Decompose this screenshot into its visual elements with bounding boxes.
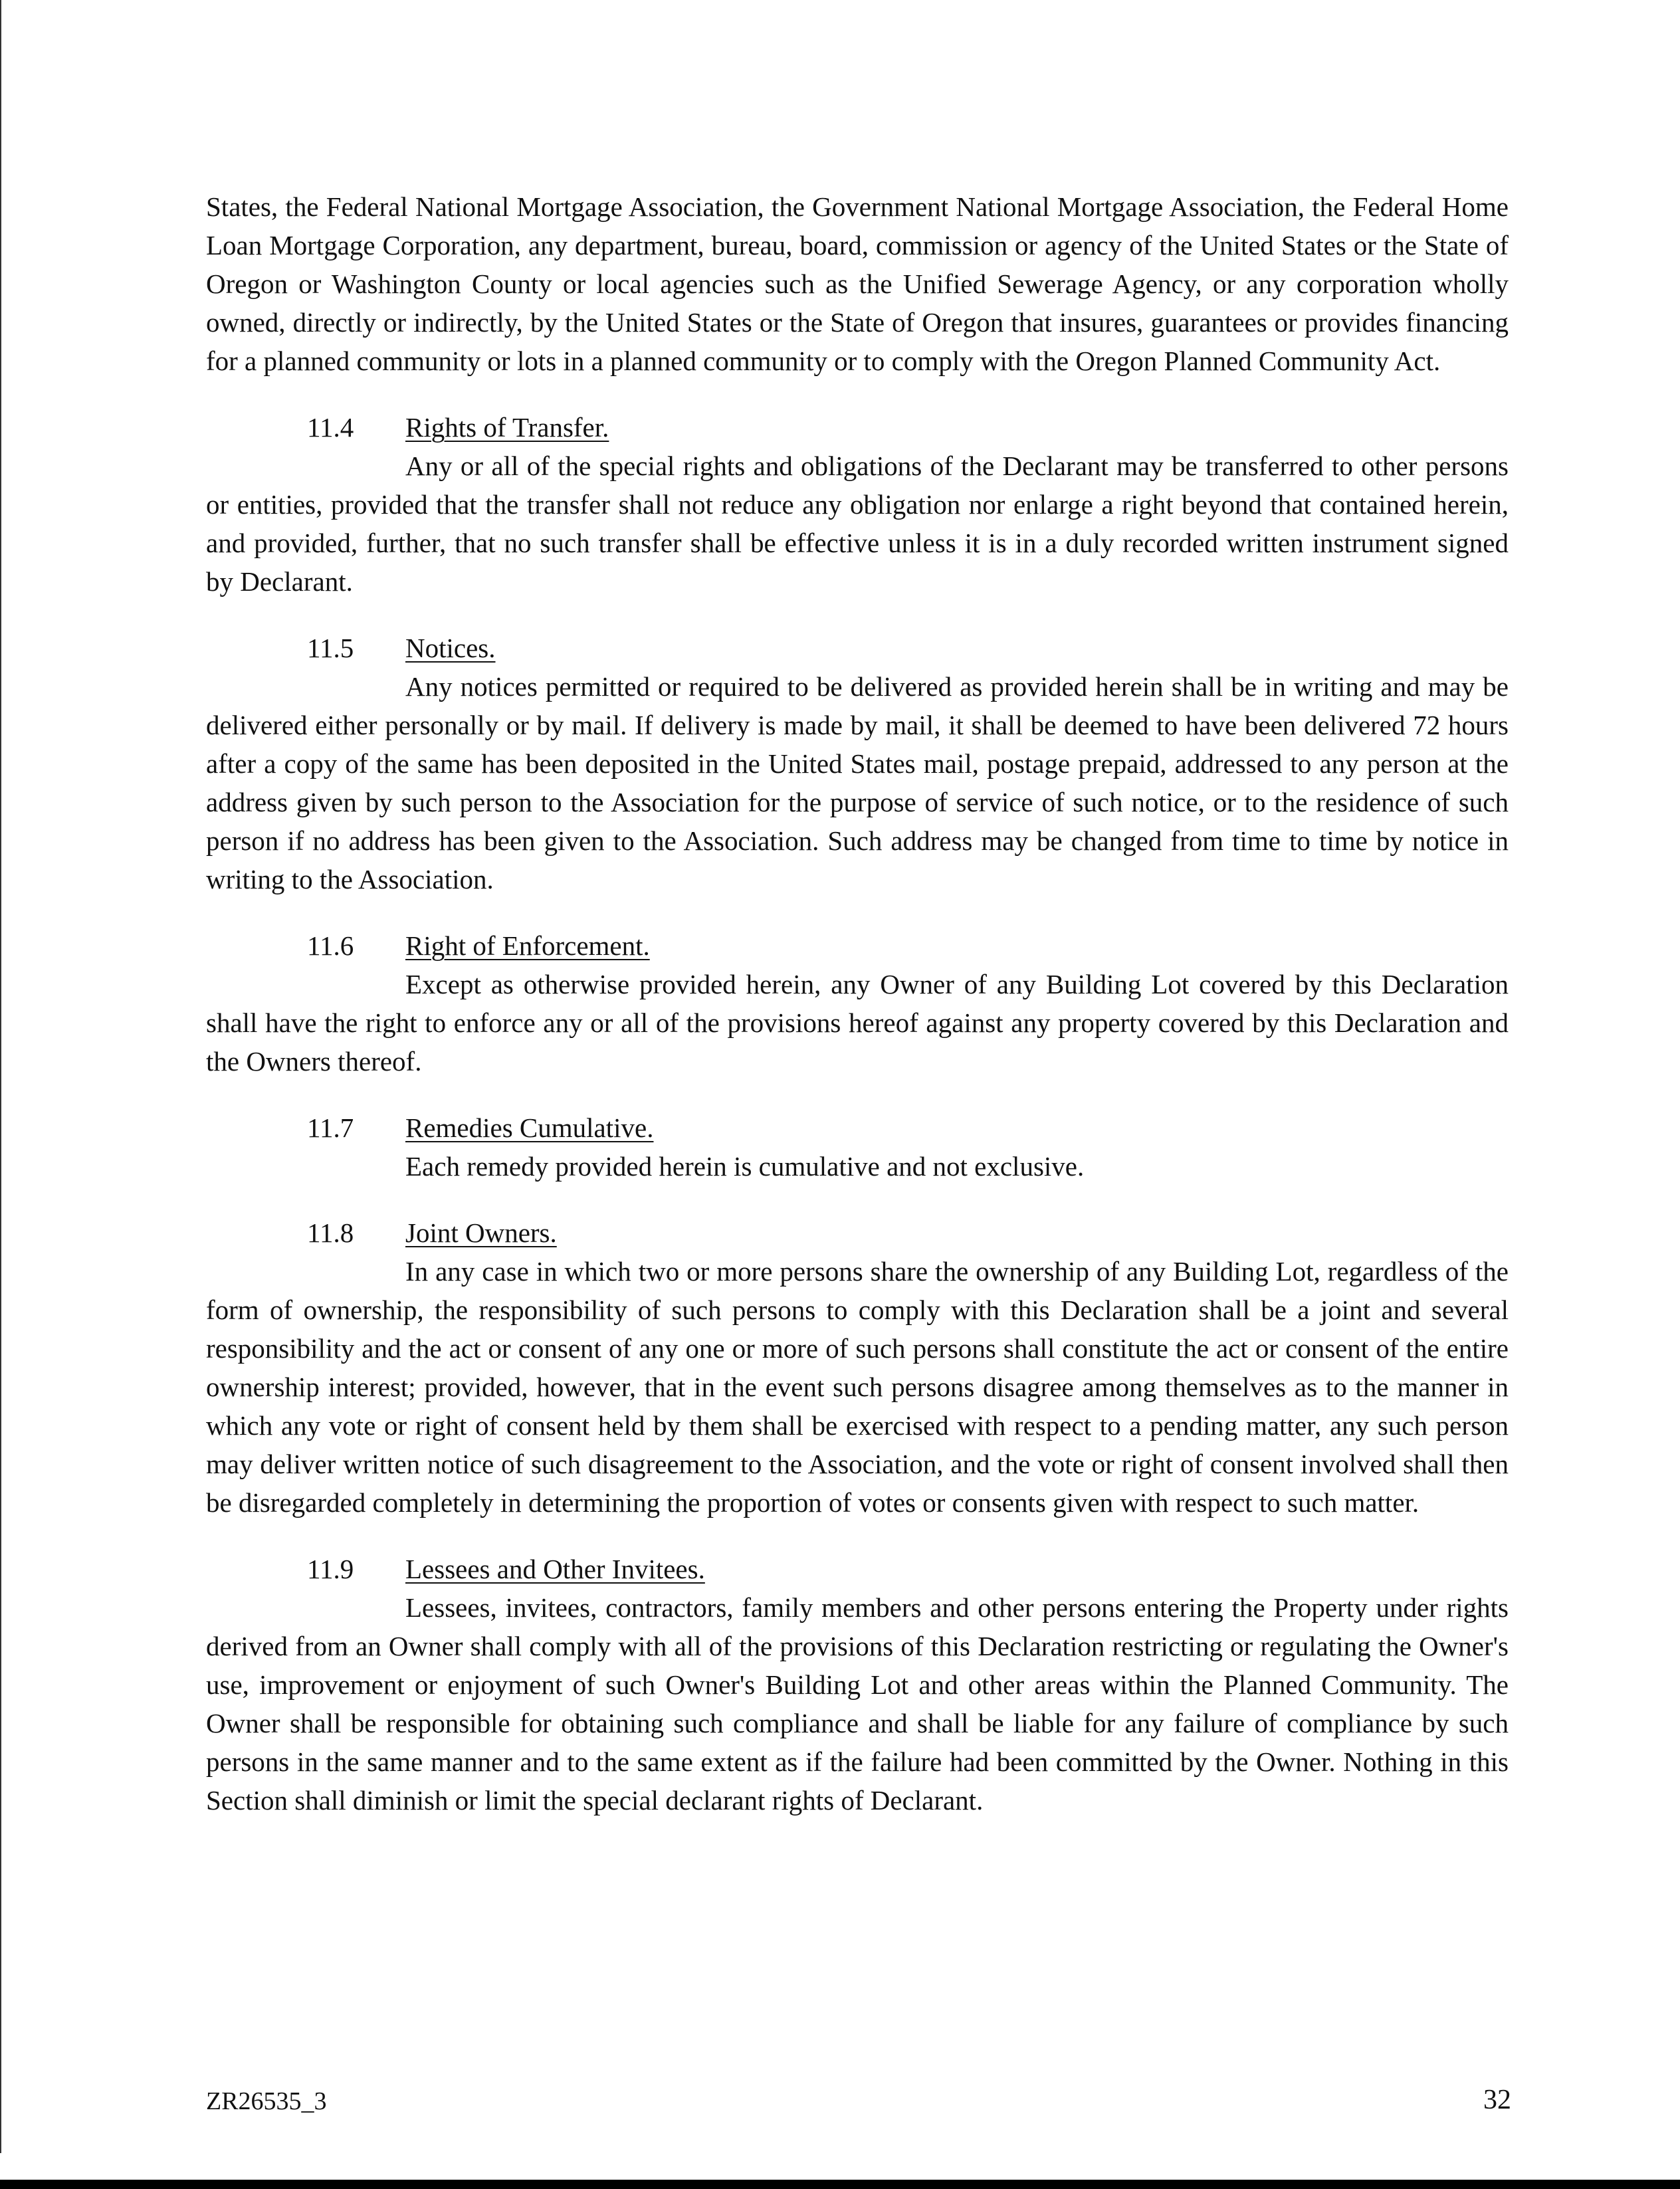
section-11-5 xyxy=(206,629,1509,898)
section-body: Lessees, invitees, contractors, family members and other persons entering the Property under rights derived from an Owner shall comply with all of the provisions of this Declaration restricting or regulating the Owner's use, improvement or enjoyment of such Owner's Building Lot and other areas within the Planned Community. The Owner shall be responsible for obtaining such compliance and shall be liable for any failure of compliance by such persons in the same manner and to the same extent as if the failure had been committed by the Owner. Nothing in this Section shall diminish or limit the special declarant rights of Declarant. xyxy=(206,1592,1509,1816)
page-number: 32 xyxy=(1483,2085,1511,2115)
section-heading xyxy=(307,629,1509,667)
section-11-9 xyxy=(206,1550,1509,1820)
section-number: 11.6 xyxy=(307,930,354,961)
scan-left-edge xyxy=(0,0,1,2153)
scan-bottom-edge xyxy=(0,2180,1680,2189)
section-11-6 xyxy=(206,926,1509,1081)
section-title: Rights of Transfer. xyxy=(405,412,609,443)
section-body: Any notices permitted or required to be delivered as provided herein shall be in writing and may be delivered either personally or by mail. If delivery is made by mail, it shall be deemed to have been delivered 72 hours after a copy of the same has been deposited in the United States mail, postage prepaid, addressed to any person at the address given by such person to the Association for the purpose of service of such notice, or to the residence of such person if no address has been given to the Association. Such address may be changed from time to time by notice in writing to the Association. xyxy=(206,671,1509,894)
section-title: Lessees and Other Invitees. xyxy=(405,1554,705,1584)
section-title: Right of Enforcement. xyxy=(405,930,650,961)
section-title: Notices. xyxy=(405,633,496,663)
section-title: Joint Owners. xyxy=(405,1217,557,1248)
section-11-4 xyxy=(206,408,1509,601)
section-body: Any or all of the special rights and obligations of the Declarant may be transferred to other persons or entities, provided that the transfer shall not reduce any obligation nor enlarge a right beyond that contained herein, and provided, further, that no such transfer shall be effective unless it is in a duly recorded written instrument signed by Declarant. xyxy=(206,451,1509,597)
section-body: Except as otherwise provided herein, any Owner of any Building Lot covered by this Declaration shall have the right to enforce any or all of the provisions hereof against any property covered by this Declaration and the Owners thereof. xyxy=(206,969,1509,1077)
section-body: Each remedy provided herein is cumulative and not exclusive. xyxy=(405,1151,1085,1182)
section-heading xyxy=(307,1550,1509,1588)
section-title: Remedies Cumulative. xyxy=(405,1112,654,1143)
section-heading xyxy=(307,408,1509,447)
section-11-8 xyxy=(206,1213,1509,1522)
section-heading xyxy=(307,926,1509,965)
section-11-7 xyxy=(206,1108,1509,1186)
intro-paragraph: States, the Federal National Mortgage Association, the Government National Mortgage Association, the Federal Home Loan Mortgage Corporation, any department, bureau, board, commission or agency of the United States or the State of Oregon or Washington County or local agencies such as the Unified Sewerage Agency, or any corporation wholly owned, directly or indirectly, by the United States or the State of Oregon that insures, guarantees or provides financing for a planned community or lots in a planned community or to comply with the Oregon Planned Community Act. xyxy=(206,191,1509,376)
section-heading xyxy=(307,1108,1509,1147)
document-id: ZR26535_3 xyxy=(206,2087,327,2115)
section-heading xyxy=(307,1213,1509,1252)
section-number: 11.8 xyxy=(307,1217,354,1248)
section-body: In any case in which two or more persons share the ownership of any Building Lot, regardless of the form of ownership, the responsibility of such persons to comply with this Declaration shall be a joint and several responsibility and the act or consent of any one or more of such persons shall constitute the act or consent of the entire ownership interest; provided, however, that in the event such persons disagree among themselves as to the manner in which any vote or right of consent held by them shall be exercised with respect to a pending matter, any such person may deliver written notice of such disagreement to the Association, and the vote or right of consent involved shall then be disregarded completely in determining the proportion of votes or consents given with respect to such matter. xyxy=(206,1256,1509,1518)
section-number: 11.4 xyxy=(307,412,354,443)
section-number: 11.7 xyxy=(307,1112,354,1143)
section-number: 11.5 xyxy=(307,633,354,663)
section-number: 11.9 xyxy=(307,1554,354,1584)
document-body xyxy=(206,187,1509,1820)
